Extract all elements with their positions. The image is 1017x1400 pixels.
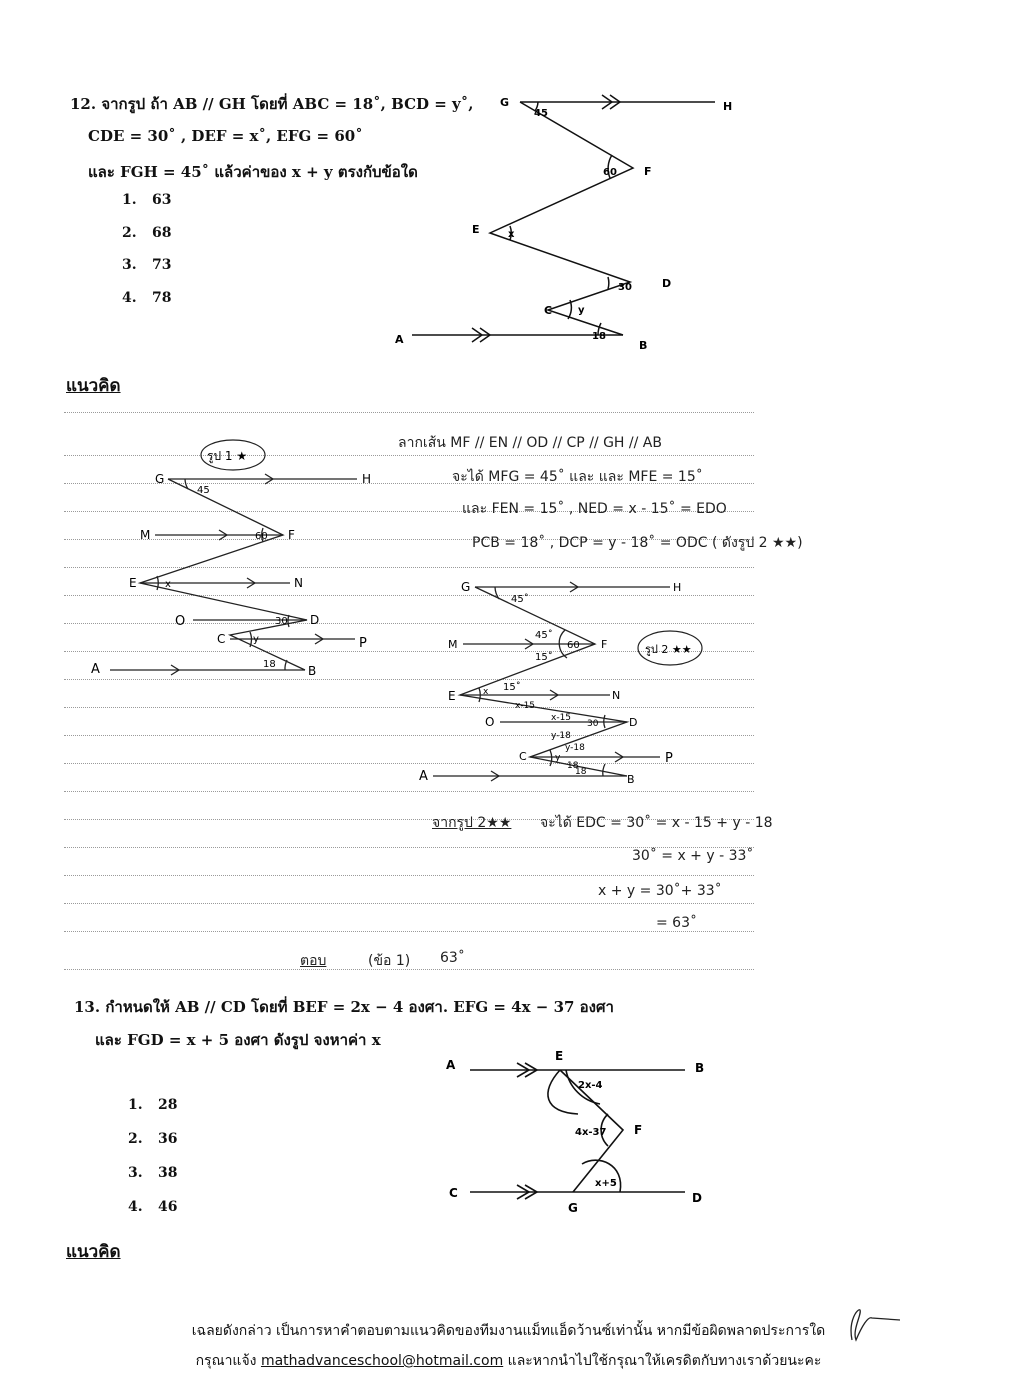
q13-point-G: G — [568, 1201, 578, 1215]
fig1-point-O: O — [175, 614, 186, 629]
q13-point-C: C — [449, 1186, 458, 1200]
solution-step-1: จะได้ MFG = 45˚ และ และ MFE = 15˚ — [452, 469, 703, 485]
answer-value: 63˚ — [440, 950, 465, 966]
q12-point-H: H — [723, 100, 733, 113]
q12-point-B: B — [639, 339, 648, 352]
q12-point-F: F — [644, 165, 652, 178]
q12-choice-2: 2. 68 — [122, 225, 172, 241]
q12-line-2: CDE = 30˚ , DEF = x˚, EFG = 60˚ — [88, 127, 363, 145]
approach-heading-2: แนวคิด — [66, 1242, 121, 1262]
q12-point-G: G — [500, 96, 510, 109]
rule-line — [64, 791, 754, 792]
q12-figure — [380, 85, 750, 360]
q13-point-A: A — [446, 1058, 456, 1072]
q12-point-D: D — [662, 277, 672, 290]
q13-angle-4x-37: 4x-37 — [575, 1127, 607, 1138]
fig2-angle-18-c: 18 — [567, 761, 579, 771]
fig2-point-O: O — [485, 715, 495, 729]
q13-point-B: B — [695, 1061, 705, 1075]
solution-figure-1 — [85, 435, 385, 685]
fig2-point-P: P — [665, 751, 673, 766]
fig1-point-D: D — [310, 613, 320, 627]
footer-contact-prefix: กรุณาแจ้ง — [195, 1353, 257, 1369]
q12-point-C: C — [544, 304, 553, 317]
approach-heading-1: แนวคิด — [66, 376, 121, 396]
answer-label: ตอบ — [300, 953, 327, 969]
q13-choice-2: 2. 36 — [128, 1131, 178, 1147]
fig1-point-M: M — [140, 528, 151, 542]
fig1-angle-y: y — [253, 634, 259, 645]
fig2-angle-y18-d: y-18 — [551, 731, 571, 741]
fig2-angle-x15-d: x-15 — [551, 713, 572, 723]
fig1-point-G: G — [155, 472, 165, 486]
answer-choice: (ข้อ 1) — [368, 953, 411, 969]
footer-email-link[interactable]: mathadvanceschool@hotmail.com — [260, 1353, 504, 1369]
fig2-point-E: E — [448, 689, 456, 703]
q12-choice-4: 4. 78 — [122, 290, 172, 306]
fig2-point-N: N — [612, 689, 621, 702]
fig1-point-F: F — [288, 528, 295, 542]
q12-choice-3: 3. 73 — [122, 257, 172, 273]
fig2-point-M: M — [448, 638, 458, 651]
fig2-point-D: D — [629, 716, 638, 729]
q13-point-E: E — [555, 1049, 564, 1063]
q13-line-2: และ FGD = x + 5 องศา ดังรูป จงหาค่า x — [95, 1031, 381, 1049]
fig2-angle-y18-c: y-18 — [565, 743, 585, 753]
rule-line — [64, 903, 754, 904]
fig1-point-A: A — [91, 662, 100, 677]
fig1-angle-x: x — [165, 579, 171, 590]
fig1-angle-45: 45 — [197, 485, 210, 496]
figure-1-badge: รูป 1 ★ — [207, 449, 248, 463]
solution-step-2: และ FEN = 15˚ , NED = x - 15˚ = EDO — [462, 501, 727, 517]
figure-2-badge: รูป 2 ★★ — [645, 643, 692, 656]
q13-figure — [440, 1042, 720, 1217]
footer-contact-suffix: และหากนำไปใช้กรุณาให้เครดิตกับทางเราด้วยนะคะ — [507, 1353, 822, 1369]
fig1-point-N: N — [294, 576, 303, 590]
fig2-angle-x15-e: x-15 — [515, 701, 536, 711]
q12-angle-y: y — [578, 305, 585, 316]
fig1-point-B: B — [308, 664, 317, 678]
footer-disclaimer: เฉลยดังกล่าว เป็นการหาคำตอบตามแนวคิดของทีมงานแม็ทแอ็ดว้านซ์เท่านั้น หากมีข้อผิดพลาดประการใด — [191, 1323, 826, 1339]
fig2-point-G: G — [461, 580, 471, 594]
q12-angle-45: 45 — [534, 108, 548, 119]
q12-angle-18: 18 — [592, 331, 606, 342]
fig2-point-A: A — [419, 769, 428, 784]
fig2-angle-15-e: 15˚ — [503, 682, 521, 693]
fig1-angle-18: 18 — [263, 659, 276, 670]
q12-choice-1: 1. 63 — [122, 192, 172, 208]
fig1-angle-30: 30 — [275, 616, 288, 627]
q12-angle-x: x — [508, 229, 515, 240]
solution-eq-3: x + y = 30˚+ 33˚ — [598, 883, 722, 899]
fig2-angle-45-mid: 45˚ — [535, 630, 553, 641]
fig2-angle-45-top: 45˚ — [511, 594, 529, 605]
q13-angle-x+5: x+5 — [595, 1178, 617, 1189]
q13-choice-3: 3. 38 — [128, 1165, 178, 1181]
fig2-angle-15-f: 15˚ — [535, 652, 553, 663]
solution-eq-1: จะได้ EDC = 30˚ = x - 15 + y - 18 — [540, 815, 773, 831]
q13-choice-4: 4. 46 — [128, 1199, 178, 1215]
fig2-point-B: B — [627, 773, 635, 786]
fig1-point-H: H — [362, 472, 372, 486]
q12-line-3: และ FGH = 45˚ แล้วค่าของ x + y ตรงกับข้อใด — [88, 163, 418, 181]
fig2-angle-y: y — [555, 753, 561, 763]
fig2-angle-30: 30 — [587, 719, 599, 729]
q13-angle-2x-4: 2x-4 — [578, 1080, 603, 1091]
q13-line-1: 13. กำหนดให้ AB // CD โดยที่ BEF = 2x − 4 องศา. EFG = 4x − 37 องศา — [74, 998, 614, 1016]
footer-line-2 — [0, 1350, 1017, 1372]
solution-eq-4: = 63˚ — [656, 915, 697, 931]
solution-step-draw: ลากเส้น MF // EN // OD // CP // GH // AB — [398, 435, 662, 451]
fig2-angle-18-b: 18 — [575, 767, 587, 777]
fig2-angle-x: x — [483, 687, 489, 697]
fig2-point-F: F — [601, 638, 608, 651]
fig2-angle-60: 60 — [567, 640, 580, 651]
solution-from-fig2: จากรูป 2★★ — [432, 815, 512, 831]
q13-choice-1: 1. 28 — [128, 1097, 178, 1113]
fig2-point-H: H — [673, 581, 682, 594]
solution-figure-2 — [415, 570, 725, 790]
fig1-point-E: E — [129, 576, 137, 590]
solution-step-3: PCB = 18˚ , DCP = y - 18˚ = ODC ( ดังรูป 2 ★★) — [472, 535, 803, 551]
q13-point-D: D — [692, 1191, 702, 1205]
q12-point-A: A — [395, 333, 404, 346]
q12-angle-30: 30 — [618, 282, 632, 293]
rule-line — [64, 931, 754, 932]
fig2-point-C: C — [519, 750, 527, 763]
q13-point-F: F — [634, 1123, 643, 1137]
fig1-point-C: C — [217, 632, 226, 646]
fig1-point-P: P — [359, 636, 367, 651]
rule-line — [64, 412, 754, 413]
signature-mark — [838, 1300, 908, 1345]
solution-eq-2: 30˚ = x + y - 33˚ — [632, 848, 754, 864]
q12-line-1: 12. จากรูป ถ้า AB // GH โดยที่ ABC = 18˚, BCD = y˚, — [70, 95, 474, 113]
fig1-angle-60: 60 — [255, 531, 268, 542]
rule-line — [64, 875, 754, 876]
q12-angle-60: 60 — [603, 167, 617, 178]
q12-point-E: E — [472, 223, 480, 236]
